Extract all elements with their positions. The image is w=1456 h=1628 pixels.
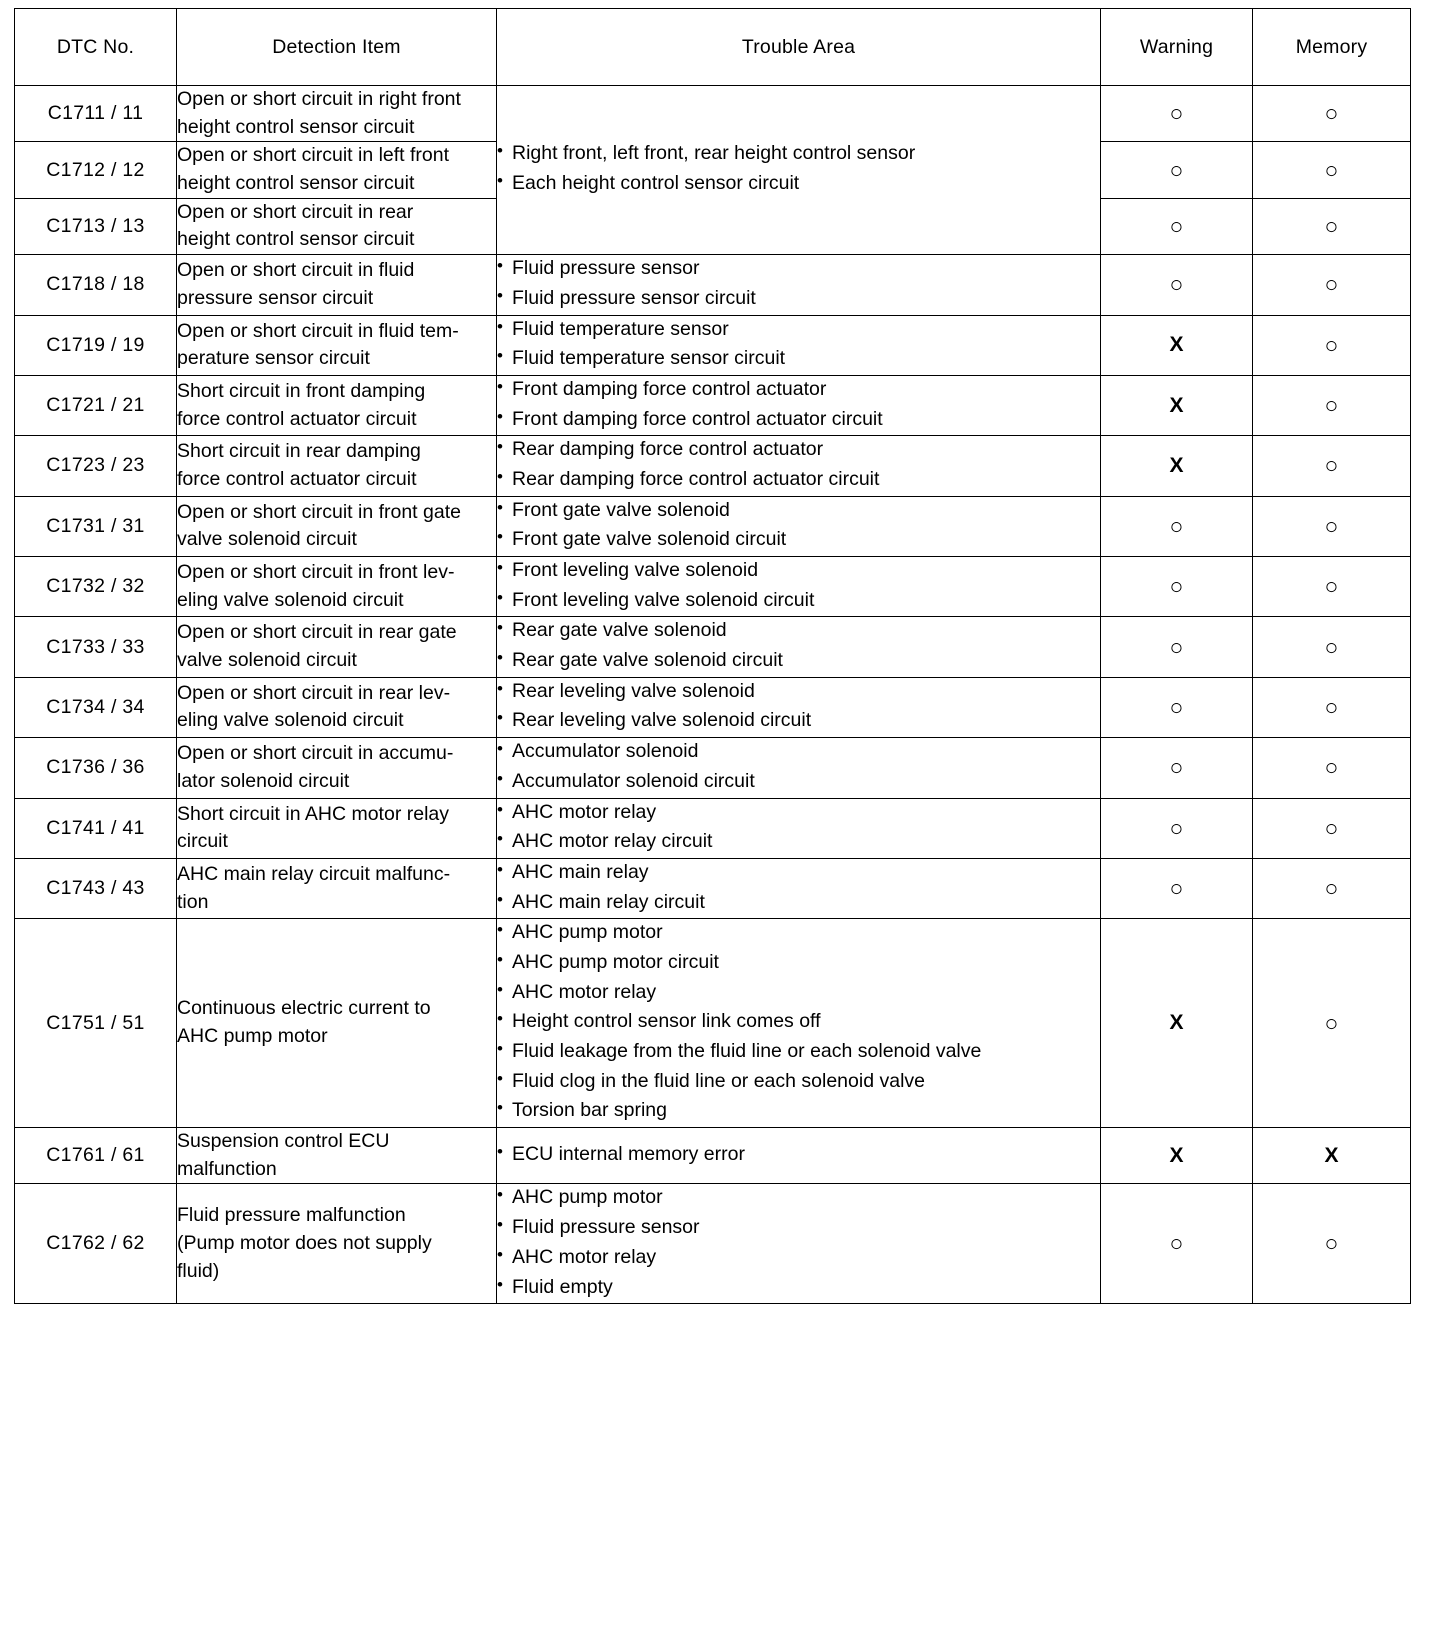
trouble-area-item: • Fluid empty (497, 1274, 1100, 1302)
trouble-area-item: • AHC main relay circuit (497, 889, 1100, 917)
cell-memory-mark: ○ (1253, 255, 1411, 315)
cell-warning-mark: ○ (1101, 198, 1253, 254)
cell-memory-mark: ○ (1253, 919, 1411, 1128)
header-memory: Memory (1253, 9, 1411, 86)
cell-detection-item (177, 1128, 497, 1184)
trouble-area-item: • AHC main relay (497, 859, 1100, 887)
detection-line: Short circuit in front damping (177, 379, 426, 402)
trouble-area-list (497, 859, 1100, 916)
cell-dtc-no: C1741 / 41 (15, 798, 177, 858)
trouble-area-item: • Fluid pressure sensor (497, 1214, 1100, 1242)
cell-detection-item (177, 557, 497, 617)
detection-line: Open or short circuit in left front (177, 144, 450, 167)
cell-warning-mark: ○ (1101, 557, 1253, 617)
cell-trouble-area (497, 617, 1101, 677)
cell-memory-mark: ○ (1253, 677, 1411, 737)
cell-trouble-area (497, 496, 1101, 556)
detection-line: Open or short circuit in fluid tem- (177, 319, 459, 342)
trouble-area-item: • AHC motor relay (497, 979, 1100, 1007)
cell-memory-mark: ○ (1253, 1184, 1411, 1304)
trouble-area-item: • Height control sensor link comes off (497, 1008, 1100, 1036)
detection-line: lator solenoid circuit (177, 769, 350, 792)
cell-trouble-area (497, 255, 1101, 315)
cell-detection-item (177, 738, 497, 798)
cell-memory-mark: ○ (1253, 198, 1411, 254)
trouble-area-item: • Accumulator solenoid circuit (497, 768, 1100, 796)
trouble-area-item: • Rear leveling valve solenoid circuit (497, 707, 1100, 735)
cell-detection-item (177, 375, 497, 435)
cell-warning-mark: ○ (1101, 255, 1253, 315)
detection-line: fluid) (177, 1259, 220, 1282)
trouble-area-item: • Front damping force control actuator circuit (497, 406, 1100, 434)
detection-line: Short circuit in AHC motor relay (177, 802, 450, 825)
cell-trouble-area (497, 1128, 1101, 1184)
cell-memory-mark: ○ (1253, 738, 1411, 798)
detection-line: Open or short circuit in rear lev- (177, 681, 451, 704)
cell-trouble-area (497, 738, 1101, 798)
cell-warning-mark: ○ (1101, 1184, 1253, 1304)
cell-detection-item (177, 198, 497, 254)
cell-warning-mark: ○ (1101, 858, 1253, 918)
trouble-area-item: • AHC motor relay (497, 799, 1100, 827)
trouble-area-item: • Fluid leakage from the fluid line or each solenoid valve (497, 1038, 1100, 1066)
cell-dtc-no: C1712 / 12 (15, 142, 177, 198)
trouble-area-item: • Rear leveling valve solenoid (497, 678, 1100, 706)
detection-line: Fluid pressure malfunction (177, 1204, 406, 1227)
cell-warning-mark: X (1101, 375, 1253, 435)
table-row (15, 436, 1411, 496)
cell-warning-mark: X (1101, 1128, 1253, 1184)
cell-memory-mark: ○ (1253, 858, 1411, 918)
table-row (15, 858, 1411, 918)
detection-line: AHC pump motor (177, 1025, 328, 1048)
cell-memory-mark: ○ (1253, 86, 1411, 142)
cell-dtc-no: C1713 / 13 (15, 198, 177, 254)
table-row (15, 738, 1411, 798)
cell-dtc-no: C1723 / 23 (15, 436, 177, 496)
detection-line: force control actuator circuit (177, 407, 417, 430)
dtc-table (14, 8, 1411, 1304)
trouble-area-list (497, 678, 1100, 735)
trouble-area-item: • Fluid pressure sensor circuit (497, 285, 1100, 313)
cell-memory-mark: ○ (1253, 798, 1411, 858)
cell-detection-item (177, 496, 497, 556)
detection-line: (Pump motor does not supply (177, 1231, 432, 1254)
cell-dtc-no: C1734 / 34 (15, 677, 177, 737)
cell-dtc-no: C1761 / 61 (15, 1128, 177, 1184)
cell-warning-mark: X (1101, 315, 1253, 375)
detection-line: Continuous electric current to (177, 997, 431, 1020)
table-row (15, 1128, 1411, 1184)
trouble-area-list (497, 255, 1100, 312)
detection-line: AHC main relay circuit malfunc- (177, 862, 451, 885)
cell-dtc-no: C1718 / 18 (15, 255, 177, 315)
detection-line: height control sensor circuit (177, 115, 415, 138)
trouble-area-list (497, 1141, 1100, 1169)
cell-dtc-no: C1711 / 11 (15, 86, 177, 142)
detection-line: height control sensor circuit (177, 172, 415, 195)
detection-line: Open or short circuit in accumu- (177, 742, 454, 765)
trouble-area-list (497, 1184, 1100, 1301)
trouble-area-item: • Front leveling valve solenoid (497, 557, 1100, 585)
cell-trouble-area (497, 858, 1101, 918)
trouble-area-item: • Fluid pressure sensor (497, 255, 1100, 283)
cell-trouble-area (497, 1184, 1101, 1304)
cell-detection-item (177, 436, 497, 496)
trouble-area-item: • Front gate valve solenoid circuit (497, 526, 1100, 554)
trouble-area-item: • Torsion bar spring (497, 1097, 1100, 1125)
cell-memory-mark: ○ (1253, 496, 1411, 556)
table-body (15, 86, 1411, 1304)
detection-line: eling valve solenoid circuit (177, 588, 404, 611)
cell-detection-item (177, 677, 497, 737)
cell-warning-mark: ○ (1101, 142, 1253, 198)
trouble-area-item: • AHC motor relay (497, 1244, 1100, 1272)
cell-warning-mark: X (1101, 919, 1253, 1128)
cell-trouble-area (497, 436, 1101, 496)
table-row (15, 1184, 1411, 1304)
cell-trouble-area (497, 919, 1101, 1128)
trouble-area-item: • ECU internal memory error (497, 1141, 1100, 1169)
trouble-area-list (497, 497, 1100, 554)
cell-memory-mark: ○ (1253, 142, 1411, 198)
trouble-area-list (497, 436, 1100, 493)
cell-memory-mark: ○ (1253, 436, 1411, 496)
table-row (15, 617, 1411, 677)
detection-line: Open or short circuit in rear gate (177, 621, 457, 644)
cell-detection-item (177, 142, 497, 198)
cell-memory-mark: ○ (1253, 375, 1411, 435)
table-row (15, 255, 1411, 315)
trouble-area-item: • Right front, left front, rear height control sensor (497, 140, 1100, 168)
trouble-area-list (497, 738, 1100, 795)
trouble-area-item: • Accumulator solenoid (497, 738, 1100, 766)
cell-trouble-area (497, 315, 1101, 375)
table-row (15, 496, 1411, 556)
trouble-area-item: • Rear damping force control actuator (497, 436, 1100, 464)
detection-line: valve solenoid circuit (177, 528, 357, 551)
table-row (15, 375, 1411, 435)
trouble-area-list (497, 140, 1100, 197)
trouble-area-list (497, 617, 1100, 674)
cell-detection-item (177, 858, 497, 918)
cell-memory-mark: ○ (1253, 557, 1411, 617)
detection-line: Open or short circuit in front lev- (177, 561, 455, 583)
trouble-area-list (497, 376, 1100, 433)
cell-dtc-no: C1743 / 43 (15, 858, 177, 918)
header-dtc-no: DTC No. (15, 9, 177, 86)
cell-detection-item (177, 1184, 497, 1304)
cell-detection-item (177, 919, 497, 1128)
trouble-area-item: • Rear damping force control actuator circuit (497, 466, 1100, 494)
trouble-area-item: • AHC pump motor circuit (497, 949, 1100, 977)
trouble-area-item: • Rear gate valve solenoid circuit (497, 647, 1100, 675)
trouble-area-list (497, 557, 1100, 614)
table-row (15, 677, 1411, 737)
cell-detection-item (177, 255, 497, 315)
detection-line: Open or short circuit in rear (177, 200, 414, 223)
detection-line: tion (177, 890, 209, 913)
header-trouble-area: Trouble Area (497, 9, 1101, 86)
cell-dtc-no: C1751 / 51 (15, 919, 177, 1128)
trouble-area-item: • Fluid clog in the fluid line or each solenoid valve (497, 1068, 1100, 1096)
table-row (15, 315, 1411, 375)
cell-detection-item (177, 617, 497, 677)
cell-trouble-area (497, 677, 1101, 737)
detection-line: malfunction (177, 1157, 277, 1180)
detection-line: force control actuator circuit (177, 467, 417, 490)
trouble-area-item: • AHC pump motor (497, 1184, 1100, 1212)
header-warning: Warning (1101, 9, 1253, 86)
cell-dtc-no: C1736 / 36 (15, 738, 177, 798)
cell-trouble-area (497, 557, 1101, 617)
cell-dtc-no: C1731 / 31 (15, 496, 177, 556)
trouble-area-item: • Each height control sensor circuit (497, 170, 1100, 198)
cell-warning-mark: ○ (1101, 86, 1253, 142)
trouble-area-list (497, 919, 1100, 1125)
cell-detection-item (177, 798, 497, 858)
detection-line: pressure sensor circuit (177, 286, 374, 309)
table-row (15, 86, 1411, 142)
cell-dtc-no: C1732 / 32 (15, 557, 177, 617)
detection-line: Short circuit in rear damping (177, 440, 421, 463)
detection-line: Open or short circuit in front gate (177, 500, 461, 523)
cell-detection-item (177, 315, 497, 375)
cell-trouble-area (497, 798, 1101, 858)
detection-line: height control sensor circuit (177, 228, 415, 251)
cell-warning-mark: ○ (1101, 738, 1253, 798)
trouble-area-item: • Fluid temperature sensor (497, 316, 1100, 344)
table-row (15, 798, 1411, 858)
detection-line: Suspension control ECU (177, 1130, 390, 1153)
trouble-area-list (497, 799, 1100, 856)
cell-warning-mark: ○ (1101, 496, 1253, 556)
table-row (15, 919, 1411, 1128)
trouble-area-item: • AHC motor relay circuit (497, 828, 1100, 856)
trouble-area-item: • Fluid temperature sensor circuit (497, 345, 1100, 373)
table-header (15, 9, 1411, 86)
detection-line: eling valve solenoid circuit (177, 709, 404, 732)
detection-line: valve solenoid circuit (177, 649, 357, 672)
cell-warning-mark: X (1101, 436, 1253, 496)
trouble-area-item: • AHC pump motor (497, 919, 1100, 947)
trouble-area-item: • Front gate valve solenoid (497, 497, 1100, 525)
cell-dtc-no: C1762 / 62 (15, 1184, 177, 1304)
detection-line: Open or short circuit in fluid (177, 259, 415, 282)
trouble-area-item: • Front damping force control actuator (497, 376, 1100, 404)
header-row (15, 9, 1411, 86)
cell-warning-mark: ○ (1101, 798, 1253, 858)
cell-warning-mark: ○ (1101, 677, 1253, 737)
cell-trouble-area (497, 86, 1101, 255)
cell-warning-mark: ○ (1101, 617, 1253, 677)
trouble-area-item: • Front leveling valve solenoid circuit (497, 587, 1100, 615)
detection-line: circuit (177, 830, 228, 853)
cell-dtc-no: C1719 / 19 (15, 315, 177, 375)
cell-trouble-area (497, 375, 1101, 435)
cell-dtc-no: C1733 / 33 (15, 617, 177, 677)
detection-line: Open or short circuit in right front (177, 88, 461, 110)
cell-dtc-no: C1721 / 21 (15, 375, 177, 435)
cell-memory-mark: X (1253, 1128, 1411, 1184)
cell-memory-mark: ○ (1253, 315, 1411, 375)
trouble-area-list (497, 316, 1100, 373)
cell-detection-item (177, 86, 497, 142)
trouble-area-item: • Rear gate valve solenoid (497, 617, 1100, 645)
cell-memory-mark: ○ (1253, 617, 1411, 677)
detection-line: perature sensor circuit (177, 347, 370, 370)
header-detection-item: Detection Item (177, 9, 497, 86)
table-row (15, 557, 1411, 617)
